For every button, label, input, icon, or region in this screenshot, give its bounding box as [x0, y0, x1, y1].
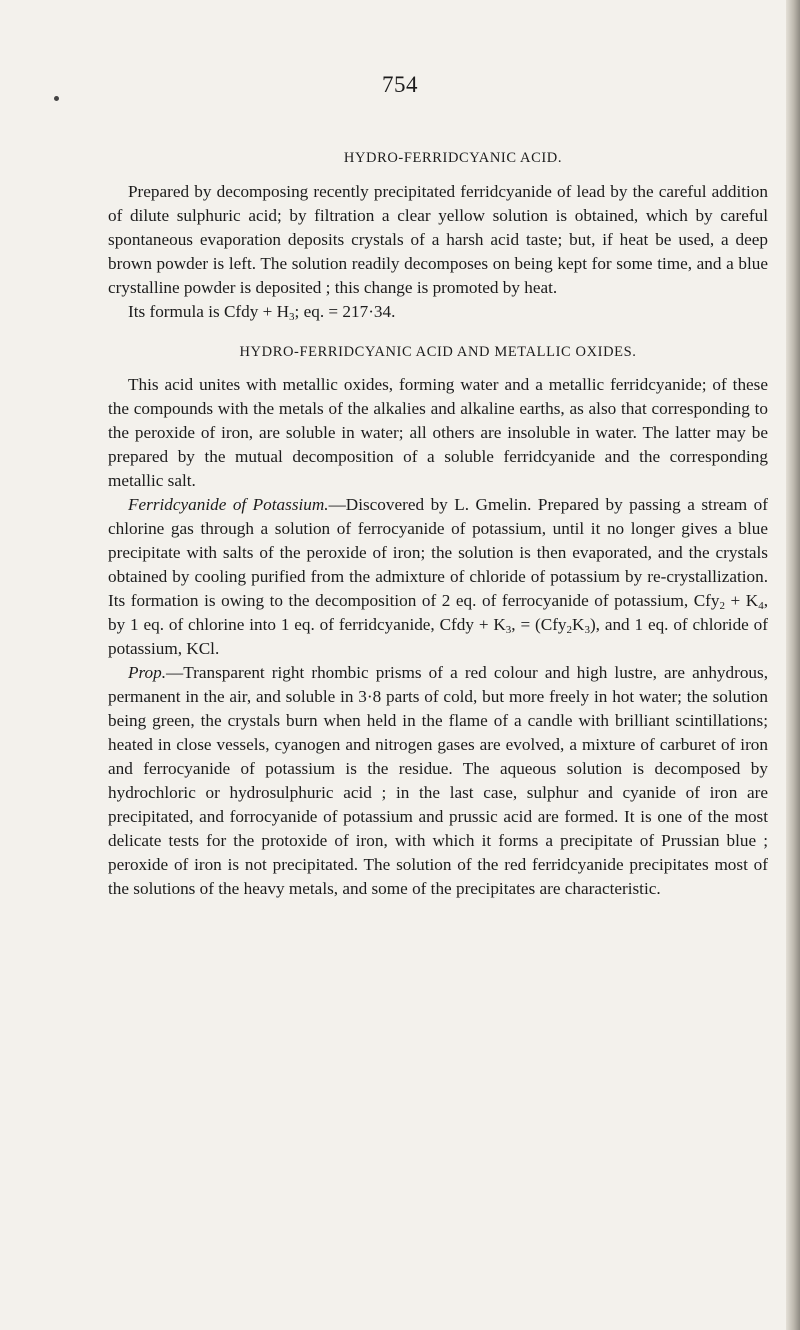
- formula-text-end: ; eq. = 217·34.: [294, 302, 396, 321]
- subscript: 2: [566, 624, 573, 636]
- text-segment: , = (Cfy: [511, 615, 567, 634]
- page-edge-shadow: [786, 0, 800, 1330]
- subscript: 4: [758, 600, 764, 612]
- text-segment: —Transparent right rhombic prisms of a red colour and high lustre, are anhydrous, permanent in the air, and soluble in 3·8 parts of cold, but more freely in hot water; the solution being green, the crystals burn when held in the flame of a candle with brilliant scintillations; heated in close vessels, cyanogen and nitrogen gases are evolved, a mixture of carburet of iron and ferrocyanide of potassium is the residue. The aqueous solution is decomposed by hydrochloric or hydrosulphuric acid ; in the last case, sulphur and cyanide of iron are precipitated, and forrocyanide of potassium and prussic acid are formed. It is one of the most delicate tests for the protoxide of iron, with which it forms a precipitate of Prussian blue ; peroxide of iron is not precipitated. The solution of the red ferridcyanide precipitates most of the solutions of the heavy metals, and some of the precipitates are characteristic.: [108, 663, 768, 898]
- paragraph-metallic-oxides: This acid unites with metallic oxides, forming water and a metallic ferridcyanide; of these the compounds with the metals of the alkalies and alkaline earths, as also that corresponding to the peroxide of iron, are soluble in water; all others are insoluble in water. The latter may be prepared by the mutual decomposition of a soluble ferridcyanide and the corresponding metallic salt.: [108, 375, 768, 490]
- formula-subscript: 3: [289, 311, 295, 323]
- text-segment: ), and 1 eq. of chloride of potassium, KCl.: [108, 615, 768, 658]
- term-prop: Prop.: [128, 663, 167, 682]
- section-heading-hydro-ferridcyanic-acid: HYDRO-FERRIDCYANIC ACID.: [343, 150, 563, 166]
- formula-text-start: Its formula is Cfdy + H: [128, 302, 290, 321]
- paragraph-preparation: Prepared by decomposing recently precipitated ferridcyanide of lead by the careful addition of dilute sulphuric acid; by filtration a clear yellow solution is obtained, which by careful spontaneous evaporation deposits crystals of a harsh acid taste; but, if heat be used, a deep brown powder is left. The solution readily decomposes on being kept for some time, and a blue crystalline powder is deposited ; this change is promoted by heat.: [108, 182, 768, 297]
- formula-line: [108, 300, 768, 324]
- subscript: 3: [584, 624, 590, 636]
- term-ferridcyanide-of-potassium: Ferridcyanide of Potassium.: [128, 495, 329, 514]
- paragraph-ferridcyanide-of-potassium: [108, 493, 768, 661]
- text-segment: —Discovered by L. Gmelin. Prepared by passing a stream of chlorine gas through a solution of ferrocyanide of potassium, until it no longer gives a blue precipitate with salts of the peroxide of iron; the solution is then evaporated, and the crystals obtained by cooling purified from the admixture of chloride of potassium by re-crystallization. Its formation is owing to the decomposition of 2 eq. of ferrocyanide of potassium, Cfy: [108, 495, 768, 610]
- page-number: 754: [382, 72, 418, 97]
- subscript: 2: [719, 600, 725, 612]
- paragraph-properties: [108, 661, 768, 901]
- text-segment: , by 1 eq. of chlorine into 1 eq. of ferridcyanide, Cfdy + K: [108, 591, 769, 634]
- text-segment: K: [572, 615, 585, 634]
- page-body: [108, 148, 768, 901]
- section-heading-metallic-oxides: HYDRO-FERRIDCYANIC ACID AND METALLIC OXIDES.: [239, 344, 637, 360]
- subscript: 3: [505, 624, 512, 636]
- text-segment: + K: [724, 591, 759, 610]
